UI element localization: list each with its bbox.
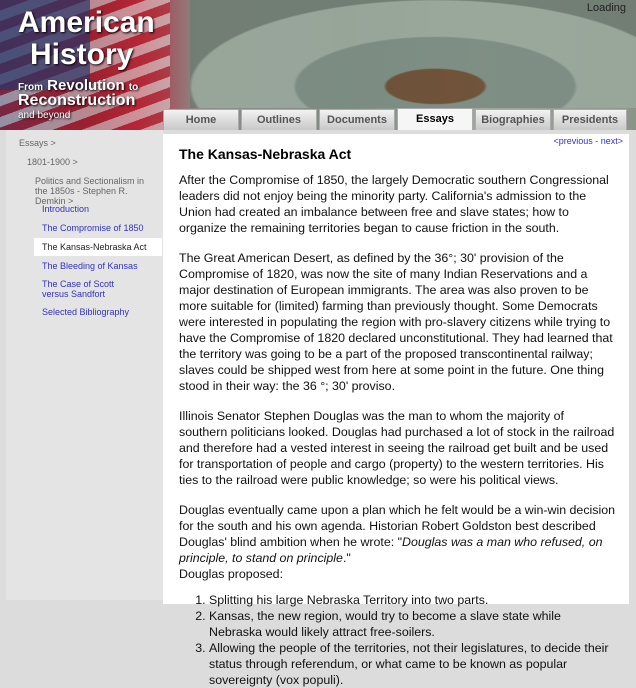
tab-documents[interactable]: Documents — [319, 109, 395, 130]
logo-reconstruction: Reconstruction — [18, 92, 136, 109]
logo-beyond: and beyond — [18, 110, 71, 121]
sidebar-item-bibliography[interactable]: Selected Bibliography — [42, 307, 130, 317]
tab-essays[interactable]: Essays — [397, 108, 473, 130]
goldston-quote: Douglas was a man who refused, on principle, to stand on principle — [179, 535, 603, 565]
paragraph: Illinois Senator Stephen Douglas was the man to whom the majority of southern politicians looked. Douglas had purchased a lot of stock in the railroad and therefore had a vested interest in seeing the railroad get built and be used for transportation of people and cargo (property) to the western territories. His ties to the railroad were public knowledge; so were his political views. — [179, 409, 615, 487]
list-item: 3. Allowing the people of the territories, not their legislatures, to decide their status through referendum, or what came to be known as popular sovereignty (vox populi). — [209, 640, 615, 688]
proposal-list — [179, 592, 615, 688]
breadcrumb-politics-sectionalism[interactable]: Politics and Sectionalism in the 1850s - Stephen R. Demkin > — [35, 176, 145, 206]
tab-outlines[interactable]: Outlines — [241, 109, 317, 130]
pagination: <previous - next> — [553, 136, 623, 146]
senate-chamber-image — [190, 0, 636, 108]
logo-to: to — [128, 82, 139, 93]
paragraph-text: Douglas eventually came upon a plan which he felt would be a win-win decision for the south and his own agenda. Historian Robert Goldston best described Douglas' blind ambition when he wrote: " — [179, 503, 615, 549]
paragraph: The Great American Desert, as defined by the 36°; 30' provision of the Compromise of 1820, was now the site of many Indian Reservations and a major destination of European immigrants. The area was also proven to be more suitable for (limited) farming than previously thought. Some Democrats were interested in populating the region with pro-slavery citizens while trying to have the Compromise of 1820 declared unconstitutional. They had learned that the territory was going to be a part of the proposed transcontinental railway; slaves could be shipped west from here at some point in the future. One thing stood in their way: the 36 °; 30' proviso. — [179, 251, 613, 393]
logo-revolution: Revolution — [47, 77, 125, 94]
tab-presidents[interactable]: Presidents — [553, 109, 627, 130]
main-nav-tabs — [163, 109, 627, 130]
logo-american: American — [18, 6, 155, 39]
sidebar-item-introduction[interactable]: Introduction — [42, 204, 90, 214]
paragraph: After the Compromise of 1850, the largely Democratic southern Congressional leaders did not enjoy being the minority party. California's admission to the Union had created an imbalance between free and slave states; how to organize the remaining territories began to cause friction in the south. — [179, 173, 609, 235]
paragraph — [179, 502, 615, 582]
loading-indicator: Loading — [586, 2, 626, 14]
essay-body — [179, 172, 615, 688]
previous-link[interactable]: <previous — [553, 136, 593, 146]
logo-from: From — [18, 82, 43, 93]
page-title: The Kansas-Nebraska Act — [179, 146, 352, 162]
logo-history: History — [30, 38, 134, 71]
tab-biographies[interactable]: Biographies — [475, 109, 551, 130]
sidebar-item-compromise-1850[interactable]: The Compromise of 1850 — [42, 223, 144, 233]
sidebar-item-bleeding-kansas[interactable]: The Bleeding of Kansas — [42, 261, 138, 271]
next-link[interactable]: next> — [600, 136, 623, 146]
sidebar-item-scott-v-sandfort[interactable]: The Case of Scott versus Sandfort — [42, 279, 115, 299]
paragraph-text: Douglas proposed: — [179, 567, 284, 581]
list-item: 1. Splitting his large Nebraska Territory into two parts. — [209, 592, 615, 608]
sidebar — [6, 130, 163, 600]
breadcrumb-essays[interactable]: Essays > — [19, 138, 56, 148]
header-banner — [0, 0, 636, 130]
sidebar-item-kansas-nebraska-act[interactable]: The Kansas-Nebraska Act — [34, 238, 162, 256]
breadcrumb-1801-1900[interactable]: 1801-1900 > — [27, 157, 78, 167]
tab-home[interactable]: Home — [163, 109, 239, 130]
paragraph-text: ." — [342, 551, 351, 565]
essay-content — [163, 134, 629, 687]
list-item: 2. Kansas, the new region, would try to become a slave state while Nebraska would likely attract free-soilers. — [209, 608, 615, 640]
